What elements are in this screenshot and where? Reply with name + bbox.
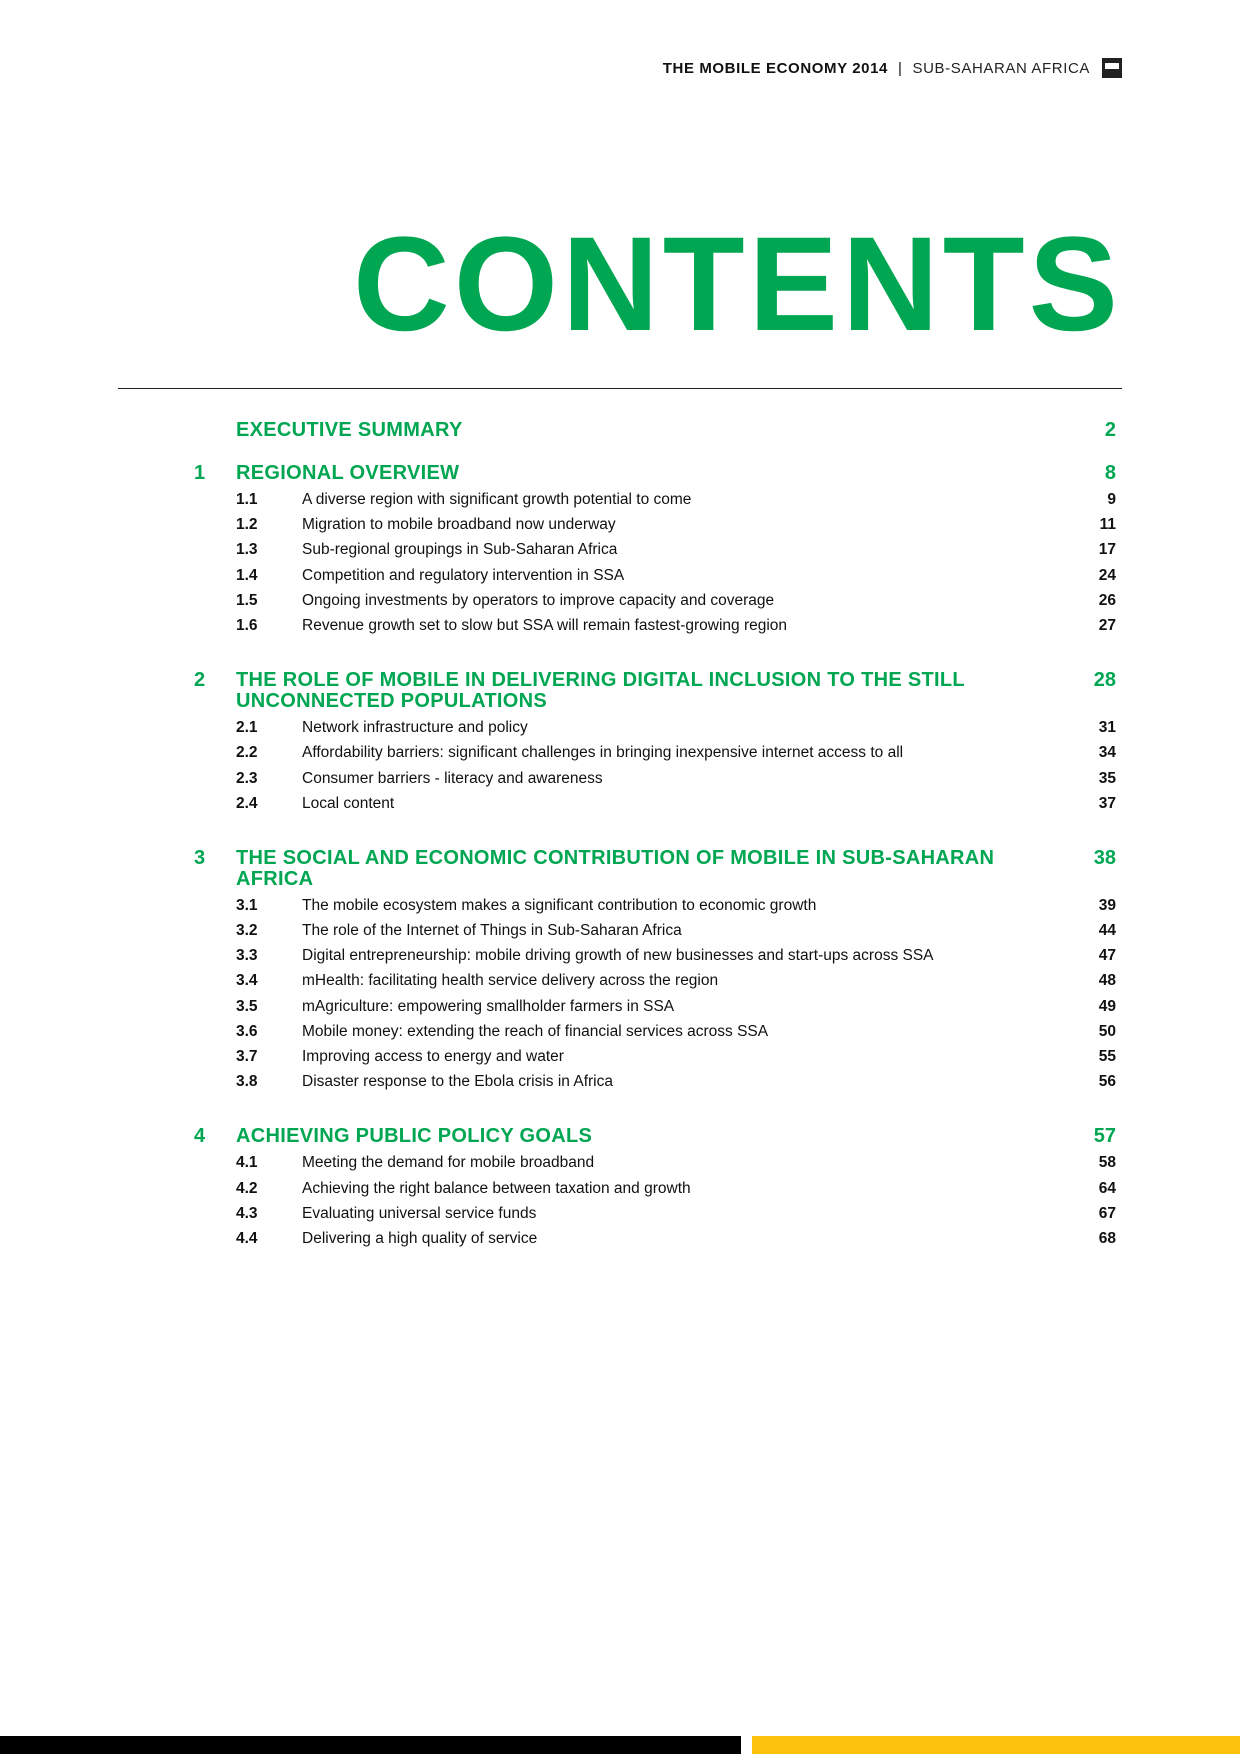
section-heading-row[interactable]	[0, 463, 1240, 484]
entry-number: 1.1	[236, 491, 258, 508]
region-name: SUB-SAHARAN AFRICA	[912, 59, 1090, 77]
entry-title: Achieving the right balance between taxation and growth	[302, 1179, 691, 1197]
toc-entry[interactable]	[0, 1073, 1240, 1098]
entry-title: Sub-regional groupings in Sub-Saharan Africa	[302, 541, 618, 559]
entry-title: mAgriculture: empowering smallholder farmers in SSA	[302, 997, 675, 1015]
toc-entry[interactable]	[0, 972, 1240, 997]
entry-title: Migration to mobile broadband now underway	[302, 516, 616, 534]
entry-page-number: 27	[1098, 616, 1116, 634]
header-separator: |	[898, 59, 903, 77]
section-heading-row[interactable]	[0, 670, 1240, 712]
entry-title: Ongoing investments by operators to improve capacity and coverage	[302, 591, 775, 609]
entry-page-number: 49	[1098, 997, 1116, 1015]
toc-entry[interactable]	[0, 744, 1240, 769]
entry-title: Delivering a high quality of service	[302, 1229, 538, 1247]
entry-title: Local content	[302, 794, 395, 812]
section-heading-row[interactable]	[0, 1126, 1240, 1147]
title-divider	[118, 388, 1122, 389]
entry-page-number: 34	[1098, 744, 1116, 762]
toc-entry[interactable]	[0, 719, 1240, 744]
entry-page-number: 37	[1098, 794, 1116, 812]
footer-bar-black	[0, 1736, 741, 1754]
entry-number: 3.1	[236, 896, 258, 914]
section-number: 3	[194, 846, 206, 869]
toc-entry[interactable]	[0, 541, 1240, 566]
toc-executive-summary[interactable]	[0, 420, 1240, 441]
entry-page-number: 39	[1098, 896, 1116, 914]
toc-entry[interactable]	[0, 770, 1240, 795]
entry-page-number: 67	[1098, 1204, 1116, 1222]
entry-page-number: 48	[1098, 972, 1116, 990]
entry-page-number: 24	[1098, 566, 1116, 584]
subsection-list	[0, 1154, 1240, 1255]
entry-title: Improving access to energy and water	[302, 1048, 564, 1065]
entry-number: 4.2	[236, 1179, 258, 1197]
section-title[interactable]: EXECUTIVE SUMMARY	[236, 419, 463, 441]
toc-entry[interactable]	[0, 1154, 1240, 1179]
toc-section-1	[0, 463, 1240, 642]
entry-number: 4.4	[236, 1229, 258, 1247]
toc-entry[interactable]	[0, 1230, 1240, 1255]
entry-number: 1.3	[236, 541, 258, 559]
entry-title: Network infrastructure and policy	[302, 719, 528, 737]
entry-number: 2.4	[236, 794, 258, 812]
entry-page-number: 56	[1098, 1073, 1116, 1091]
entry-title: Revenue growth set to slow but SSA will remain fastest-growing region	[302, 616, 788, 634]
page-title: CONTENTS	[353, 210, 1122, 359]
toc-entry[interactable]	[0, 922, 1240, 947]
toc-entry[interactable]	[0, 795, 1240, 820]
entry-title: Evaluating universal service funds	[302, 1204, 537, 1222]
section-title[interactable]: THE SOCIAL AND ECONOMIC CONTRIBUTION OF MOBILE IN SUB-SAHARAN AFRICA	[236, 846, 995, 890]
entry-page-number: 58	[1098, 1154, 1116, 1172]
entry-title: The role of the Internet of Things in Sub-Saharan Africa	[302, 922, 682, 940]
toc-section-4	[0, 1126, 1240, 1255]
entry-page-number: 55	[1098, 1048, 1116, 1065]
section-number: 1	[194, 462, 206, 484]
entry-number: 2.3	[236, 769, 258, 787]
section-number: 2	[194, 669, 206, 692]
entry-title: mHealth: facilitating health service delivery across the region	[302, 972, 719, 990]
section-page-number: 2	[1104, 419, 1116, 441]
entry-title: Meeting the demand for mobile broadband	[302, 1154, 595, 1172]
entry-number: 2.1	[236, 719, 258, 737]
section-page-number: 57	[1093, 1125, 1116, 1148]
publication-title: THE MOBILE ECONOMY 2014	[662, 59, 888, 77]
entry-page-number: 47	[1098, 947, 1116, 965]
entry-number: 1.4	[236, 566, 258, 584]
toc-entry[interactable]	[0, 567, 1240, 592]
subsection-list	[0, 719, 1240, 820]
toc-entry[interactable]	[0, 1180, 1240, 1205]
entry-page-number: 44	[1098, 922, 1116, 940]
toc-entry[interactable]	[0, 491, 1240, 516]
toc-section-2	[0, 670, 1240, 820]
gsma-logo-icon	[1102, 58, 1122, 78]
entry-page-number: 31	[1098, 719, 1116, 737]
entry-number: 2.2	[236, 744, 258, 762]
entry-page-number: 11	[1099, 516, 1116, 534]
entry-number: 3.4	[236, 972, 258, 990]
section-title[interactable]: THE ROLE OF MOBILE IN DELIVERING DIGITAL INCLUSION TO THE STILL UNCONNECTED POPULATIONS	[236, 669, 965, 713]
entry-number: 4.3	[236, 1204, 258, 1222]
toc-entry[interactable]	[0, 617, 1240, 642]
entry-title: Mobile money: extending the reach of financial services across SSA	[302, 1022, 769, 1040]
entry-page-number: 9	[1107, 491, 1116, 508]
subsection-list	[0, 491, 1240, 642]
toc-entry[interactable]	[0, 1048, 1240, 1073]
entry-title: Disaster response to the Ebola crisis in Africa	[302, 1073, 613, 1091]
entry-number: 1.5	[236, 591, 258, 609]
entry-page-number: 17	[1098, 541, 1116, 559]
section-page-number: 38	[1093, 846, 1116, 869]
entry-number: 3.5	[236, 997, 258, 1015]
entry-number: 3.6	[236, 1022, 258, 1040]
entry-page-number: 68	[1098, 1229, 1116, 1247]
toc-entry[interactable]	[0, 592, 1240, 617]
table-of-contents	[0, 420, 1240, 1283]
entry-title: Competition and regulatory intervention in SSA	[302, 566, 625, 584]
entry-page-number: 35	[1098, 769, 1116, 787]
toc-entry[interactable]	[0, 516, 1240, 541]
section-page-number: 28	[1093, 669, 1116, 692]
subsection-list	[0, 897, 1240, 1099]
toc-entry[interactable]	[0, 947, 1240, 972]
entry-page-number: 50	[1098, 1022, 1116, 1040]
entry-title: Affordability barriers: significant challenges in bringing inexpensive internet access to all	[302, 744, 904, 762]
entry-number: 3.8	[236, 1073, 258, 1091]
entry-number: 4.1	[236, 1154, 258, 1172]
entry-page-number: 26	[1098, 591, 1116, 609]
toc-entry[interactable]	[0, 897, 1240, 922]
toc-entry[interactable]	[0, 1023, 1240, 1048]
entry-title: Digital entrepreneurship: mobile driving growth of new businesses and start-ups across SSA	[302, 947, 934, 965]
running-header	[663, 58, 1122, 78]
entry-page-number: 64	[1098, 1179, 1116, 1197]
entry-title: The mobile ecosystem makes a significant contribution to economic growth	[302, 896, 817, 914]
entry-number: 3.3	[236, 947, 258, 965]
entry-number: 3.7	[236, 1048, 258, 1065]
entry-number: 1.6	[236, 616, 258, 634]
section-number: 4	[194, 1125, 206, 1148]
entry-title: A diverse region with significant growth potential to come	[302, 491, 692, 508]
entry-title: Consumer barriers - literacy and awareness	[302, 769, 603, 787]
section-title[interactable]: REGIONAL OVERVIEW	[236, 462, 460, 484]
section-title[interactable]: ACHIEVING PUBLIC POLICY GOALS	[236, 1125, 593, 1148]
section-page-number: 8	[1104, 462, 1116, 484]
toc-entry[interactable]	[0, 998, 1240, 1023]
toc-section-3	[0, 848, 1240, 1099]
section-heading-row[interactable]	[0, 848, 1240, 890]
footer-bar-yellow	[752, 1736, 1240, 1754]
entry-number: 1.2	[236, 516, 258, 534]
entry-number: 3.2	[236, 922, 258, 940]
toc-entry[interactable]	[0, 1205, 1240, 1230]
